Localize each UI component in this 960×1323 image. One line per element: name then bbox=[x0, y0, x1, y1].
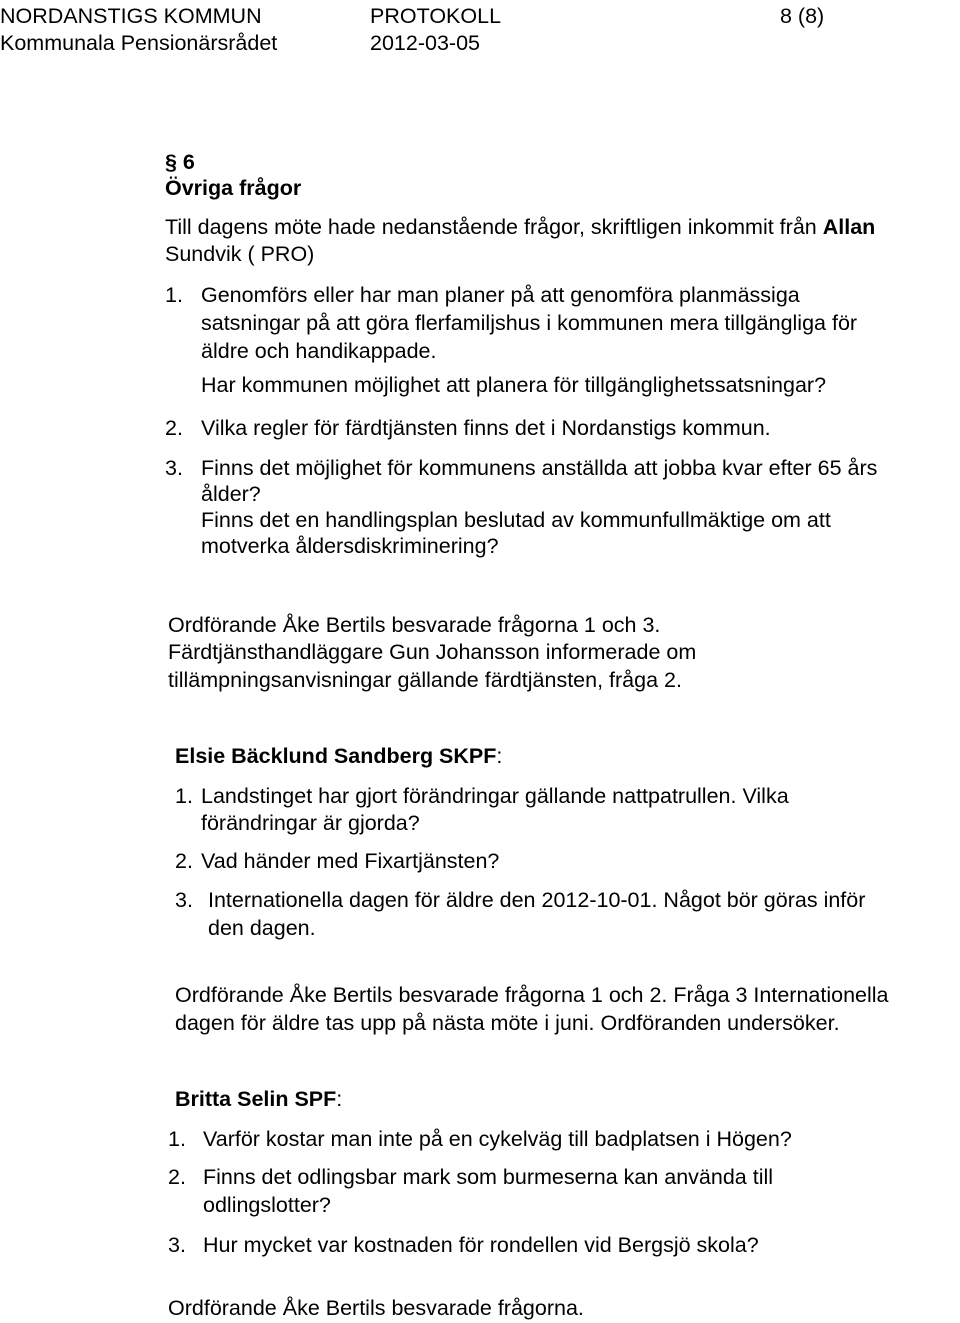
answer-line: Ordförande Åke Bertils besvarade frågorna. bbox=[168, 1296, 584, 1320]
header-committee: Kommunala Pensionärsrådet bbox=[0, 31, 278, 55]
header-page-number: 8 (8) bbox=[780, 4, 825, 28]
intro-paragraph bbox=[165, 213, 875, 241]
list-item-line: Vilka regler för färdtjänsten finns det i Nordanstigs kommun. bbox=[201, 416, 771, 440]
list-item-line: den dagen. bbox=[208, 916, 316, 940]
intro-name-continued: Sundvik ( PRO) bbox=[165, 242, 315, 266]
list-item-line: Vad händer med Fixartjänsten? bbox=[201, 849, 500, 873]
list-item-line: Genomförs eller har man planer på att genomföra planmässiga bbox=[201, 283, 800, 307]
answer-line: Färdtjänsthandläggare Gun Johansson informerade om bbox=[168, 640, 697, 664]
intro-text: Till dagens möte hade nedanstående frågor, skriftligen inkommit från bbox=[165, 215, 817, 239]
list-item-line: Varför kostar man inte på en cykelväg till badplatsen i Högen? bbox=[203, 1127, 792, 1151]
list-item-line: odlingslotter? bbox=[203, 1193, 331, 1217]
answer-line: Ordförande Åke Bertils besvarade frågorna 1 och 2. Fråga 3 Internationella bbox=[175, 983, 889, 1007]
list-item-number: 2. bbox=[168, 1165, 186, 1189]
section-number: § 6 bbox=[165, 150, 195, 174]
list-item-number: 3. bbox=[175, 888, 193, 912]
section-title: Övriga frågor bbox=[165, 176, 302, 200]
list-item-line: Har kommunen möjlighet att planera för tillgänglighetssatsningar? bbox=[201, 373, 827, 397]
speaker-name: Britta Selin SPF bbox=[175, 1087, 337, 1111]
answer-line: tillämpningsanvisningar gällande färdtjänsten, fråga 2. bbox=[168, 668, 682, 692]
header-org: NORDANSTIGS KOMMUN bbox=[0, 4, 262, 28]
list-item-line: ålder? bbox=[201, 482, 261, 506]
list-item-line: Finns det odlingsbar mark som burmeserna kan använda till bbox=[203, 1165, 774, 1189]
speaker-colon: : bbox=[496, 744, 503, 768]
list-item-line: äldre och handikappade. bbox=[201, 339, 437, 363]
answer-line: dagen för äldre tas upp på nästa möte i juni. Ordföranden undersöker. bbox=[175, 1011, 840, 1035]
list-item-number: 2. bbox=[175, 849, 193, 873]
list-item-line: Landstinget har gjort förändringar gällande nattpatrullen. Vilka bbox=[201, 784, 789, 808]
speaker-colon: : bbox=[336, 1087, 343, 1111]
speaker-name: Elsie Bäcklund Sandberg SKPF bbox=[175, 744, 497, 768]
header-date: 2012-03-05 bbox=[370, 31, 480, 55]
list-item-line: Finns det möjlighet för kommunens anställda att jobba kvar efter 65 års bbox=[201, 456, 878, 480]
list-item-number: 2. bbox=[165, 416, 183, 440]
list-item-line: motverka åldersdiskriminering? bbox=[201, 534, 499, 558]
list-item-line: Hur mycket var kostnaden för rondellen vid Bergsjö skola? bbox=[203, 1233, 759, 1257]
list-item-number: 1. bbox=[168, 1127, 186, 1151]
speaker-heading bbox=[175, 742, 502, 770]
list-item-line: satsningar på att göra flerfamiljshus i kommunen mera tillgängliga för bbox=[201, 311, 858, 335]
list-item-line: Internationella dagen för äldre den 2012-10-01. Något bör göras inför bbox=[208, 888, 866, 912]
list-item-number: 1. bbox=[165, 283, 183, 307]
answer-line: Ordförande Åke Bertils besvarade frågorna 1 och 3. bbox=[168, 613, 661, 637]
list-item-number: 3. bbox=[165, 456, 183, 480]
list-item-number: 1. bbox=[175, 784, 193, 808]
speaker-heading bbox=[175, 1085, 342, 1113]
list-item-line: Finns det en handlingsplan beslutad av kommunfullmäktige om att bbox=[201, 508, 831, 532]
list-item-number: 3. bbox=[168, 1233, 186, 1257]
list-item-line: förändringar är gjorda? bbox=[201, 811, 420, 835]
header-doc-type: PROTOKOLL bbox=[370, 4, 502, 28]
intro-name: Allan bbox=[822, 215, 876, 239]
